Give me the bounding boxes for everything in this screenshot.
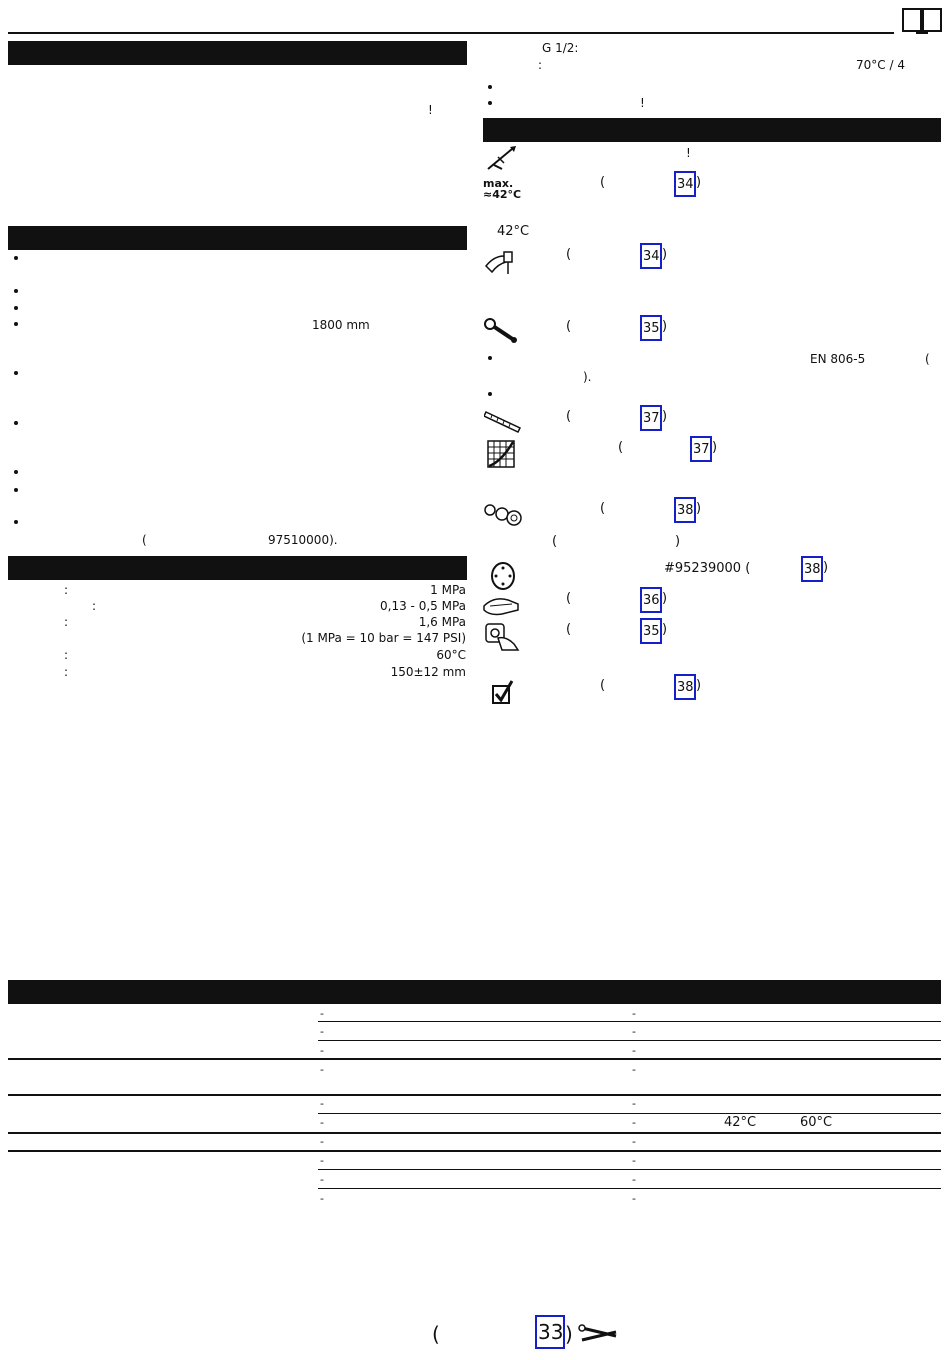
installation-exclaim: !	[686, 146, 691, 160]
reference-open-paren: (	[566, 247, 572, 262]
table-dash-mark: -	[632, 1154, 636, 1167]
footer-page-reference[interactable]	[535, 1315, 565, 1349]
table-dash-mark: -	[320, 1044, 324, 1057]
spare-part-number: #95239000 (	[664, 561, 751, 576]
trouble-temp-60: 60°C	[800, 1115, 833, 1130]
page-reference-link[interactable]	[640, 243, 662, 269]
table-dash-mark: -	[320, 1007, 324, 1020]
tools-icon	[578, 1322, 620, 1349]
open-paren: (	[552, 534, 558, 549]
reference-close-paren: )	[662, 319, 668, 334]
tech-row-value: 150±12 mm	[390, 665, 466, 679]
bullet	[14, 520, 18, 524]
section-bar-troubleshooting	[8, 980, 941, 1004]
table-rule	[318, 1021, 941, 1022]
cleaning-hand-icon	[482, 592, 522, 621]
table-dash-mark: -	[320, 1154, 324, 1167]
page-reference-number: 35	[643, 321, 660, 336]
page-reference-link[interactable]	[801, 556, 823, 582]
tech-row-colon: :	[64, 583, 69, 597]
tech-row-colon: :	[64, 665, 69, 679]
page-reference-number: 38	[677, 680, 694, 695]
table-rule	[318, 1113, 941, 1114]
table-dash-mark: -	[320, 1192, 324, 1205]
tech-row-value: 1 MPa	[430, 583, 466, 597]
table-dash-mark: -	[632, 1192, 636, 1205]
wrench-icon	[484, 318, 520, 347]
page-reference-number: 38	[804, 562, 821, 577]
note-open-paren: (	[142, 533, 147, 547]
bullet	[488, 392, 492, 396]
thermal-disinfection-value: 70°C / 4	[856, 58, 905, 72]
section-bar-safety	[8, 41, 467, 65]
tech-row-value: 0,13 - 0,5 MPa	[380, 599, 466, 613]
table-dash-mark: -	[320, 1025, 324, 1038]
table-dash-mark: -	[632, 1044, 636, 1057]
trouble-temp-42: 42°C	[724, 1115, 757, 1130]
note-part-number: 97510000).	[268, 533, 338, 547]
page-reference-link[interactable]	[674, 674, 696, 700]
reference-open-paren: (	[600, 175, 606, 190]
standard-paren-close: ).	[583, 370, 592, 384]
bullet	[14, 470, 18, 474]
table-row-divider	[8, 1150, 941, 1152]
bullet	[488, 85, 492, 89]
reference-open-paren: (	[600, 501, 606, 516]
reference-close-paren: )	[712, 440, 718, 455]
reference-close-paren: )	[696, 678, 702, 693]
footer-page-number: 33	[538, 1320, 564, 1344]
reference-close-paren: )	[823, 560, 829, 575]
reference-close-paren: )	[662, 247, 668, 262]
page-reference-link[interactable]	[640, 405, 662, 431]
table-dash-mark: -	[320, 1116, 324, 1129]
reference-open-paren: (	[566, 591, 572, 606]
bullet	[14, 289, 18, 293]
page-reference-link[interactable]	[640, 618, 662, 644]
table-dash-mark: -	[632, 1173, 636, 1186]
bullet	[14, 322, 18, 326]
manual-book-icon	[902, 7, 942, 38]
table-dash-mark: -	[632, 1007, 636, 1020]
bullet	[14, 371, 18, 375]
note-length-mm: 1800 mm	[312, 318, 370, 332]
thread-size-label: G 1/2:	[542, 41, 579, 55]
page-reference-link[interactable]	[674, 497, 696, 523]
table-dash-mark: -	[632, 1116, 636, 1129]
table-row-divider	[8, 1132, 941, 1134]
silicone-gun-icon	[484, 145, 518, 174]
reference-close-paren: )	[662, 409, 668, 424]
reference-close-paren: )	[696, 501, 702, 516]
reference-open-paren: (	[566, 409, 572, 424]
page-reference-number: 38	[677, 503, 694, 518]
table-dash-mark: -	[632, 1097, 636, 1110]
tech-row-colon: :	[64, 615, 69, 629]
reference-close-paren: )	[662, 591, 668, 606]
max-temp-label: ≈42°C	[483, 188, 522, 201]
page-reference-link[interactable]	[640, 315, 662, 341]
table-dash-mark: -	[320, 1063, 324, 1076]
footer-close-paren: )	[565, 1322, 573, 1346]
tech-row-value: (1 MPa = 10 bar = 147 PSI)	[301, 631, 466, 645]
tech-row-value: 60°C	[436, 648, 466, 662]
table-dash-mark: -	[320, 1097, 324, 1110]
warning-exclaim: !	[640, 96, 645, 110]
page-reference-link[interactable]	[674, 171, 696, 197]
page-reference-number: 34	[643, 249, 660, 264]
table-rule	[318, 1169, 941, 1170]
table-dash-mark: -	[632, 1025, 636, 1038]
section-bar-technical-data	[8, 556, 467, 580]
table-dash-mark: -	[320, 1135, 324, 1148]
tech-row-colon: :	[64, 648, 69, 662]
table-dash-mark: -	[320, 1173, 324, 1186]
reference-open-paren: (	[566, 622, 572, 637]
page-reference-number: 37	[643, 411, 660, 426]
reference-close-paren: )	[696, 175, 702, 190]
grid-adjust-icon	[487, 440, 515, 471]
section-bar-installation-notes	[8, 226, 467, 250]
bullet	[14, 488, 18, 492]
temp-42: 42°C	[497, 224, 530, 239]
page-reference-number: 37	[693, 442, 710, 457]
page-reference-link[interactable]	[690, 436, 712, 462]
close-paren: )	[675, 534, 681, 549]
standard-open-paren: (	[925, 352, 930, 366]
seal-ring-icon	[489, 561, 517, 594]
bullet	[14, 256, 18, 260]
hand-hose-icon	[484, 248, 518, 279]
page-reference-number: 34	[677, 177, 694, 192]
table-dash-mark: -	[632, 1063, 636, 1076]
page-reference-number: 36	[643, 593, 660, 608]
max-label: max.	[483, 177, 514, 190]
standard-label: EN 806-5	[810, 352, 866, 366]
reference-close-paren: )	[662, 622, 668, 637]
filter-parts-icon	[482, 500, 524, 531]
table-rule	[318, 1188, 941, 1189]
bullet	[488, 101, 492, 105]
bullet	[14, 421, 18, 425]
safety-exclaim: !	[428, 103, 433, 117]
table-row-divider	[8, 1094, 941, 1096]
table-row-divider	[8, 1058, 941, 1060]
checkbox-check-icon	[491, 680, 515, 709]
bullet	[488, 356, 492, 360]
section-bar-installation-steps	[483, 118, 941, 142]
page-reference-number: 35	[643, 624, 660, 639]
bullet	[14, 306, 18, 310]
reference-open-paren: (	[600, 678, 606, 693]
header-rule	[8, 32, 894, 34]
ruler-icon	[484, 408, 522, 437]
reference-open-paren: (	[618, 440, 624, 455]
tech-row-value: 1,6 MPa	[418, 615, 466, 629]
tech-row-colon: :	[92, 599, 97, 613]
page-reference-link[interactable]	[640, 587, 662, 613]
footer-open-paren: (	[432, 1322, 440, 1346]
press-button-icon	[484, 622, 520, 655]
table-rule	[318, 1040, 941, 1041]
spec-colon: :	[538, 58, 543, 72]
reference-open-paren: (	[566, 319, 572, 334]
table-dash-mark: -	[632, 1135, 636, 1148]
